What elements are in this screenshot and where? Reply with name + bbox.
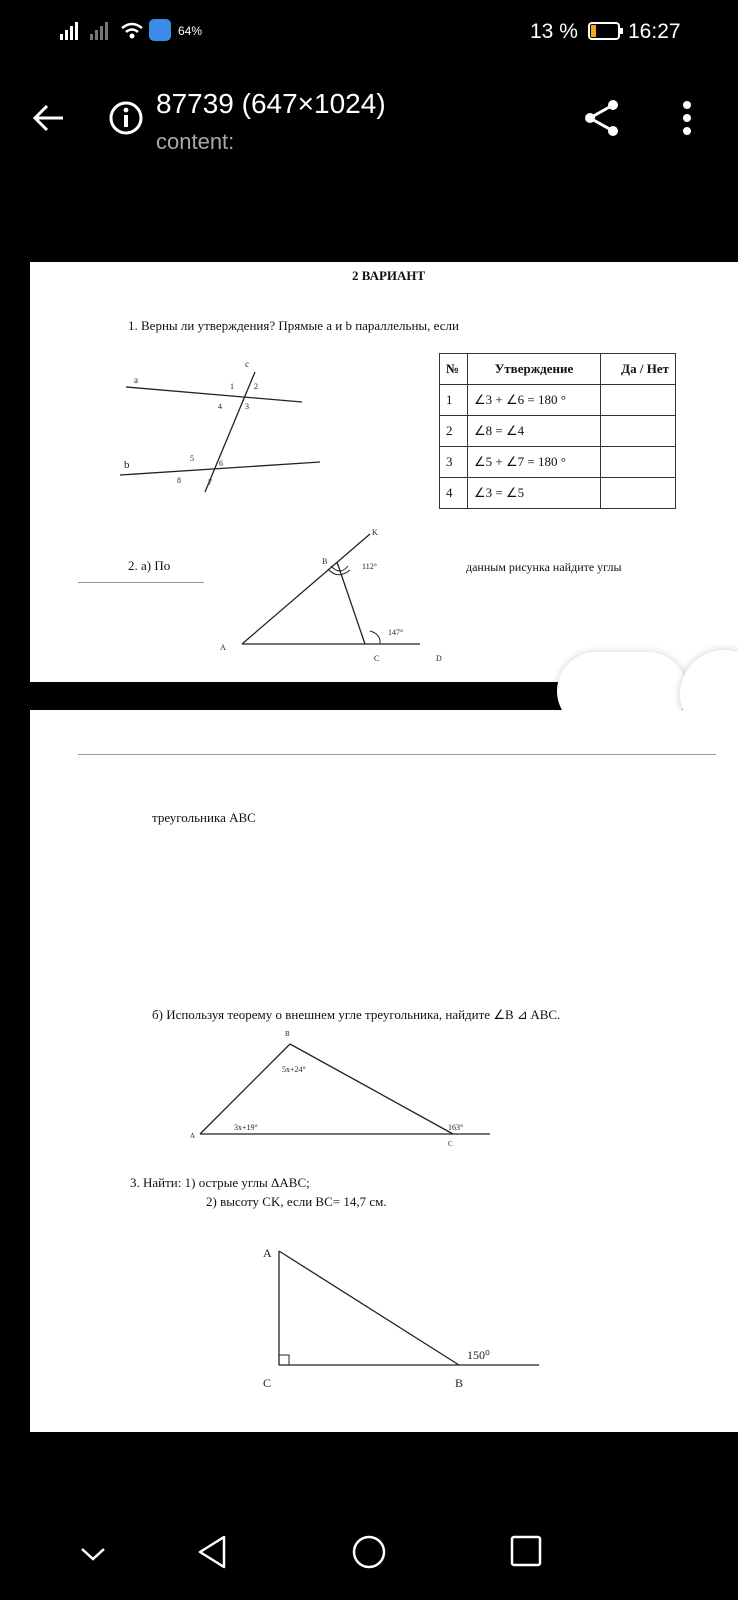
info-icon[interactable] bbox=[108, 100, 144, 136]
table-header-cell: Утверждение bbox=[468, 354, 601, 385]
label-2: 2 bbox=[254, 382, 258, 391]
answer-line bbox=[78, 754, 716, 755]
label-6: 6 bbox=[219, 459, 223, 468]
question-2a-end: данным рисунка найдите углы bbox=[466, 560, 622, 574]
question-1: 1. Верны ли утверждения? Прямые а и b параллельны, если bbox=[128, 318, 459, 333]
triangle-figure-1 bbox=[210, 524, 460, 672]
label-7: 7 bbox=[208, 478, 212, 487]
table-cell: 4 bbox=[440, 478, 468, 509]
label-c: C bbox=[263, 1376, 272, 1390]
back-arrow-icon[interactable] bbox=[30, 103, 66, 133]
table-cell bbox=[601, 478, 676, 509]
wifi-icon bbox=[120, 20, 144, 40]
table-cell: ∠5 + ∠7 = 180 ° bbox=[468, 447, 601, 478]
table-header-row bbox=[440, 354, 676, 385]
back-triangle-icon[interactable] bbox=[196, 1534, 228, 1570]
app-notification-icon bbox=[149, 19, 171, 41]
variant-heading: 2 ВАРИАНТ bbox=[352, 268, 426, 283]
table-cell: ∠3 + ∠6 = 180 ° bbox=[468, 385, 601, 416]
more-options-icon[interactable] bbox=[680, 100, 694, 136]
page-subtitle: content: bbox=[156, 129, 235, 154]
question-3-line2: 2) высоту CK, если BC= 14,7 см. bbox=[206, 1194, 387, 1209]
question-2a-start: 2. а) По bbox=[128, 558, 171, 573]
angle-112: 112° bbox=[362, 562, 377, 571]
label-a: A bbox=[263, 1246, 272, 1260]
label-d: D bbox=[436, 654, 442, 663]
page-title: 87739 (647×1024) bbox=[156, 88, 386, 119]
table-cell: ∠3 = ∠5 bbox=[468, 478, 601, 509]
data-speed: 64% bbox=[178, 24, 203, 38]
battery-icon bbox=[588, 22, 624, 40]
angle-147: 147° bbox=[388, 628, 404, 637]
signal-icon-2 bbox=[90, 20, 114, 40]
label-a: a bbox=[134, 375, 138, 385]
status-bar bbox=[0, 0, 738, 64]
label-c: c bbox=[245, 359, 249, 369]
table-header-cell: № bbox=[440, 354, 468, 385]
question-2b: б) Используя теорему о внешнем угле треугольника, найдите ∠B ⊿ ABC. bbox=[152, 1007, 561, 1022]
label-k: K bbox=[372, 528, 378, 537]
label-4: 4 bbox=[218, 402, 222, 411]
table-cell: 2 bbox=[440, 416, 468, 447]
parallel-lines-figure bbox=[110, 357, 340, 497]
question-3-line1: 3. Найти: 1) острые углы ΔABC; bbox=[130, 1175, 310, 1190]
label-3: 3 bbox=[245, 402, 249, 411]
label-b: b bbox=[124, 459, 130, 471]
table-row bbox=[440, 478, 676, 509]
label-b: B bbox=[455, 1376, 464, 1390]
triangle-figure-2 bbox=[190, 1026, 530, 1156]
table-cell bbox=[601, 447, 676, 478]
expr-angle-a: 3x+19° bbox=[234, 1123, 258, 1132]
clock: 16:27 bbox=[628, 20, 681, 43]
label-b: B bbox=[285, 1030, 290, 1038]
expr-angle-b: 5x+24° bbox=[282, 1065, 306, 1074]
label-5: 5 bbox=[190, 454, 194, 463]
question-2a-continued: треугольника ABC bbox=[152, 810, 256, 825]
document-image-top bbox=[30, 262, 738, 682]
chevron-down-icon[interactable] bbox=[80, 1546, 106, 1562]
recents-square-icon[interactable] bbox=[510, 1535, 542, 1567]
angle-163: 163° bbox=[448, 1123, 464, 1132]
answer-line bbox=[78, 582, 204, 583]
table-row bbox=[440, 385, 676, 416]
label-b: B bbox=[322, 557, 328, 566]
label-a: A bbox=[190, 1132, 196, 1140]
table-cell bbox=[601, 385, 676, 416]
table-cell: 1 bbox=[440, 385, 468, 416]
navigation-bar bbox=[0, 1520, 738, 1600]
label-1: 1 bbox=[230, 382, 234, 391]
table-cell: 3 bbox=[440, 447, 468, 478]
table-cell: ∠8 = ∠4 bbox=[468, 416, 601, 447]
statements-table bbox=[439, 353, 676, 509]
label-c: C bbox=[374, 654, 380, 663]
angle-150: 150⁰ bbox=[467, 1348, 490, 1362]
label-a: A bbox=[220, 643, 226, 652]
table-row bbox=[440, 447, 676, 478]
home-circle-icon[interactable] bbox=[351, 1534, 387, 1570]
document-image-bottom bbox=[30, 710, 738, 1432]
share-icon[interactable] bbox=[583, 98, 623, 138]
label-c: C bbox=[448, 1140, 453, 1148]
table-cell bbox=[601, 416, 676, 447]
battery-percent: 13 % bbox=[530, 20, 578, 43]
table-row bbox=[440, 416, 676, 447]
right-triangle-figure bbox=[255, 1237, 555, 1397]
label-8: 8 bbox=[177, 476, 181, 485]
signal-icon bbox=[60, 20, 84, 40]
table-header-cell: Да / Нет bbox=[601, 354, 676, 385]
